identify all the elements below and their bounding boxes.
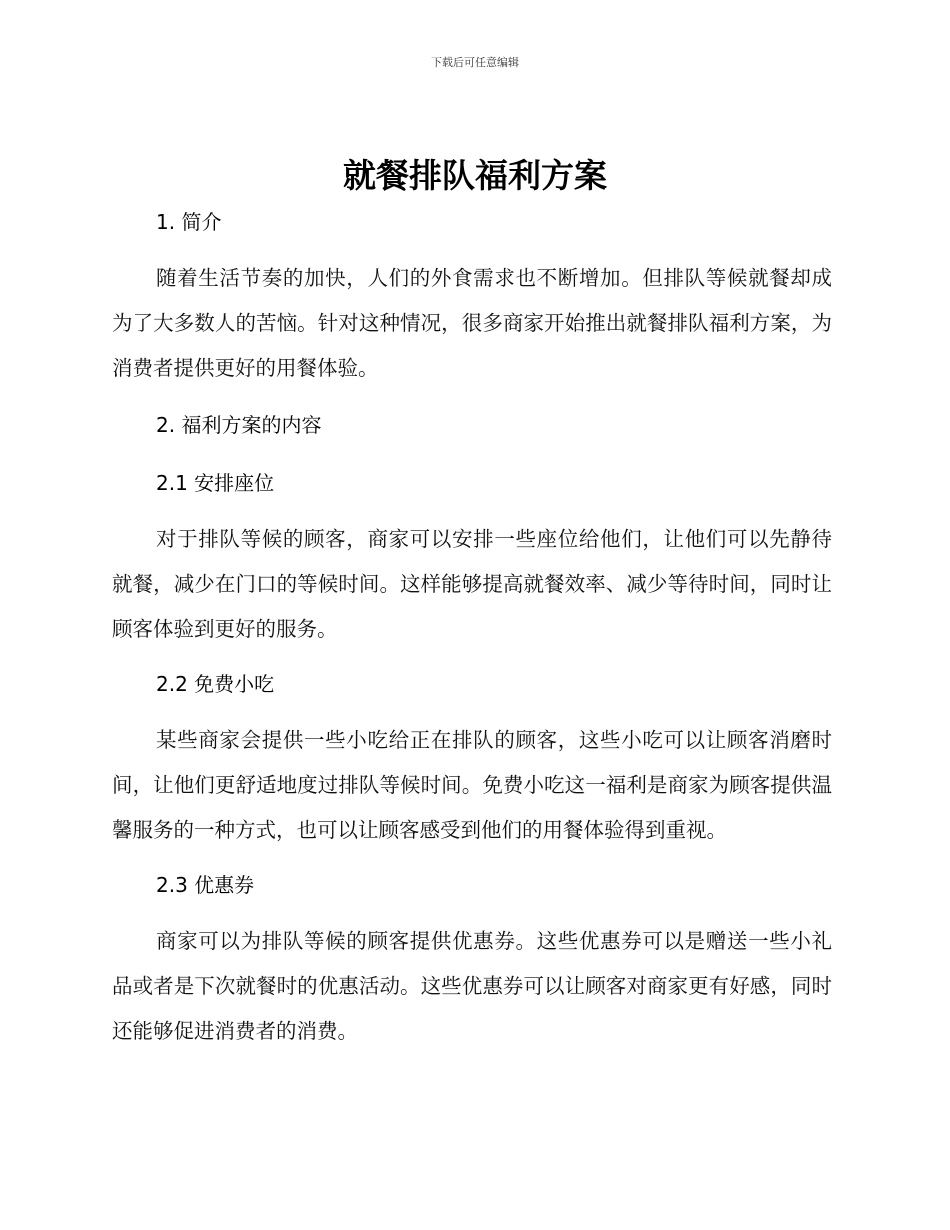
subsection-heading-snacks: 2.2 免费小吃 xyxy=(156,672,275,696)
document-body xyxy=(112,198,832,1062)
paragraph-seats: 对于排队等候的顾客，商家可以安排一些座位给他们，让他们可以先静待就餐，减少在门口的等候时间。这样能够提高就餐效率、减少等待时间，同时让顾客体验到更好的服务。 xyxy=(112,527,832,641)
subsection-heading-coupons: 2.3 优惠券 xyxy=(156,873,255,897)
paragraph-intro: 随着生活节奏的加快，人们的外食需求也不断增加。但排队等候就餐却成为了大多数人的苦恼。针对这种情况，很多商家开始推出就餐排队福利方案，为消费者提供更好的用餐体验。 xyxy=(112,266,832,380)
subsection-heading-seats: 2.1 安排座位 xyxy=(156,471,275,495)
paragraph-snacks: 某些商家会提供一些小吃给正在排队的顾客，这些小吃可以让顾客消磨时间，让他们更舒适地度过排队等候时间。免费小吃这一福利是商家为顾客提供温馨服务的一种方式，也可以让顾客感受到他们的用餐体验得到重视。 xyxy=(112,728,832,842)
paragraph-coupons: 商家可以为排队等候的顾客提供优惠券。这些优惠券可以是赠送一些小礼品或者是下次就餐时的优惠活动。这些优惠券可以让顾客对商家更有好感，同时还能够促进消费者的消费。 xyxy=(112,929,832,1043)
header-note: 下载后可任意编辑 xyxy=(431,56,519,69)
section-heading-content: 2. 福利方案的内容 xyxy=(156,413,322,437)
section-heading-intro: 1. 简介 xyxy=(156,210,222,234)
document-title: 就餐排队福利方案 xyxy=(343,156,607,195)
